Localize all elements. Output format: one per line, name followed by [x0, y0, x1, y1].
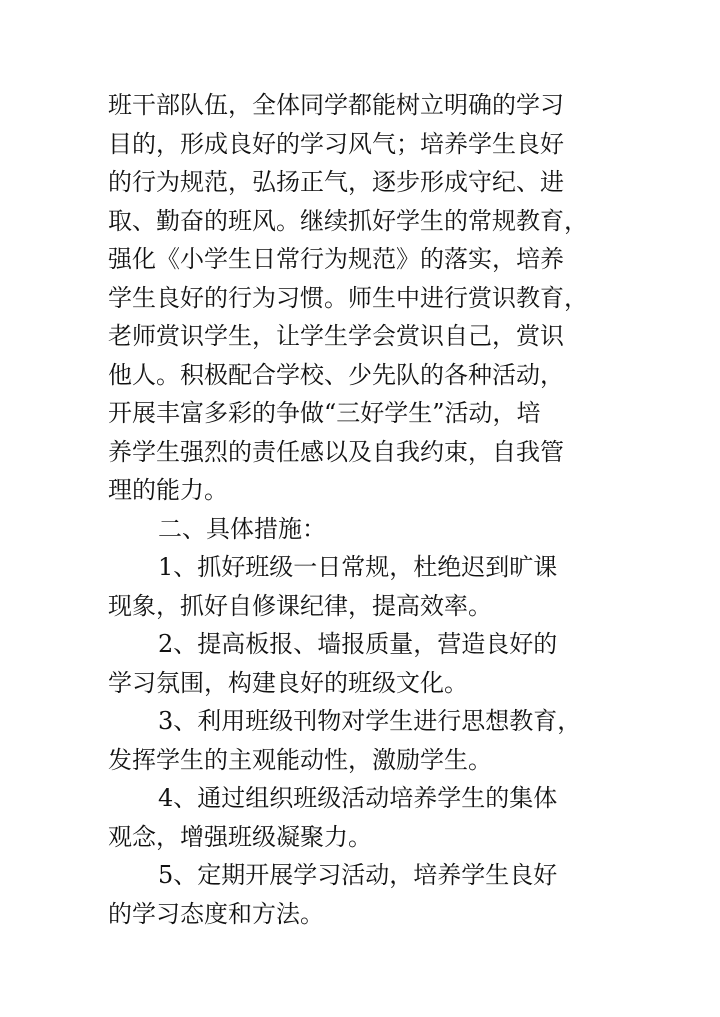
- text-line: 发挥学生的主观能动性，激励学生。: [108, 745, 492, 774]
- text-line: 开展丰富多彩的争做“三好学生”活动，培: [108, 399, 541, 427]
- text-line: 老师赏识学生，让学生学会赏识自己，赏识: [108, 322, 564, 350]
- text-line: 的行为规范，弘扬正气，逐步形成守纪、进: [108, 168, 564, 196]
- text-line: 理的能力。: [108, 476, 228, 504]
- document-body: [108, 86, 628, 933]
- measure-item: 1、抓好班级一日常规，杜绝迟到旷课: [158, 553, 558, 581]
- text-line: 养学生强烈的责任感以及自我约束，自我管: [108, 437, 564, 466]
- measure-item: 2、提高板报、墙报质量，营造良好的: [158, 630, 558, 658]
- text-line: 学生良好的行为习惯。师生中进行赏识教育，: [108, 283, 588, 312]
- measure-item: 3、利用班级刊物对学生进行思想教育，: [158, 707, 582, 735]
- text-line: 的学习态度和方法。: [108, 899, 324, 928]
- text-line: 观念，增强班级凝聚力。: [108, 822, 372, 851]
- text-line: 现象，抓好自修课纪律，提高效率。: [108, 591, 492, 620]
- text-line: 取、勤奋的班风。继续抓好学生的常规教育，: [108, 206, 588, 235]
- text-line: 学习氛围，构建良好的班级文化。: [108, 668, 468, 697]
- text-line: 班干部队伍，全体同学都能树立明确的学习: [108, 91, 564, 119]
- text-line: 他人。积极配合学校、少先队的各种活动，: [108, 360, 564, 389]
- text-line: 强化《小学生日常行为规范》的落实，培养: [108, 245, 564, 273]
- text-line: 目的，形成良好的学习风气；培养学生良好: [108, 129, 564, 158]
- measure-item: 5、定期开展学习活动，培养学生良好: [158, 861, 558, 889]
- section-heading: 二、具体措施：: [158, 514, 326, 543]
- measure-item: 4、通过组织班级活动培养学生的集体: [158, 784, 558, 812]
